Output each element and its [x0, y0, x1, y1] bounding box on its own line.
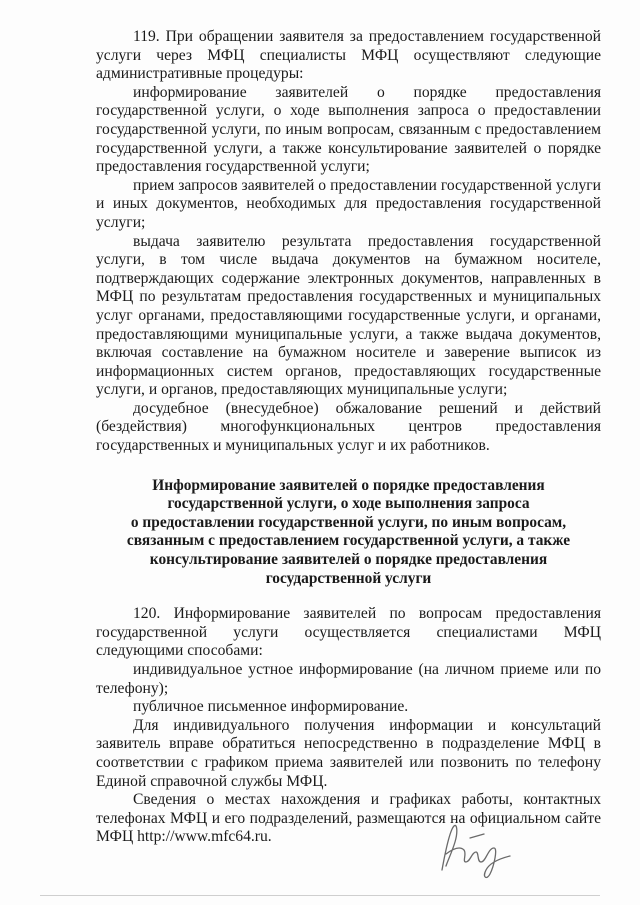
- paragraph-individual: Для индивидуального получения информации и консультаций заявитель вправе обратиться непосредственно в подразделение МФЦ в соответствии с графиком приема заявителей или позвонить по телефону Единой справочной службы МФЦ.: [96, 716, 601, 790]
- heading-line: Информирование заявителей о порядке предоставления: [152, 476, 545, 494]
- paragraph-120: 120. Информирование заявителей по вопросам предоставления государственной услуги осуществляется специалистами МФЦ следующими способами:: [96, 605, 601, 660]
- handwritten-signature: [424, 808, 534, 888]
- heading-line: консультирование заявителей о порядке предоставления: [149, 551, 548, 569]
- heading-line: государственной услуги, о ходе выполнения запроса: [167, 495, 530, 513]
- paragraph-written: публичное письменное информирование.: [133, 698, 409, 716]
- paragraph-informing: информирование заявителей о порядке предоставления государственной услуги, о ходе выполнения запроса о предоставлении государственной услуги, по иным вопросам, связанным с предоставлением государственной услуги, а также консультирование заявителей о порядке предоставления государственной услуги;: [96, 83, 601, 176]
- paragraph-appeal: досудебное (внесудебное) обжалование решений и действий (бездействия) многофункциональных центров предоставления государственных и муниципальных услуг и их работников.: [96, 399, 601, 455]
- paragraph-contacts: Сведения о местах нахождения и графиках работы, контактных телефонах МФЦ и его подразделений, размещаются на официальном сайте МФЦ http://www.mfc64.ru.: [96, 791, 601, 846]
- paragraph-119: 119. При обращении заявителя за предоставлением государственной услуги через МФЦ специалисты МФЦ осуществляют следующие административные процедуры:: [96, 28, 601, 83]
- heading-line: связанным с предоставлением государственной услуги, а также: [126, 532, 571, 550]
- paragraph-issuance: выдача заявителю результата предоставления государственной услуги, в том числе выдача документов на бумажном носителе, подтверждающих содержание электронных документов, направленных в МФЦ по результатам предоставления государственных и муниципальных услуг органами, предоставляющими государственные услуги, и органами, предоставляющими муниципальные услуги, а также выдача документов, включая составление на бумажном носителе и заверение выписок из информационных систем органов, предоставляющих государственные услуги, и органов, предоставляющих муниципальные услуги;: [96, 232, 601, 399]
- document-body: [96, 28, 601, 847]
- paragraph-oral: индивидуальное устное информирование (на личном приеме или по телефону);: [96, 661, 601, 697]
- section-heading: [96, 477, 601, 589]
- heading-line: государственной услуги: [265, 569, 432, 587]
- paragraph-reception: прием запросов заявителей о предоставлении государственной услуги и иных документов, необходимых для предоставления государственной услуги;: [96, 176, 601, 231]
- scan-edge-line: [40, 895, 600, 896]
- heading-line: о предоставлении государственной услуги, по иным вопросам,: [130, 513, 567, 531]
